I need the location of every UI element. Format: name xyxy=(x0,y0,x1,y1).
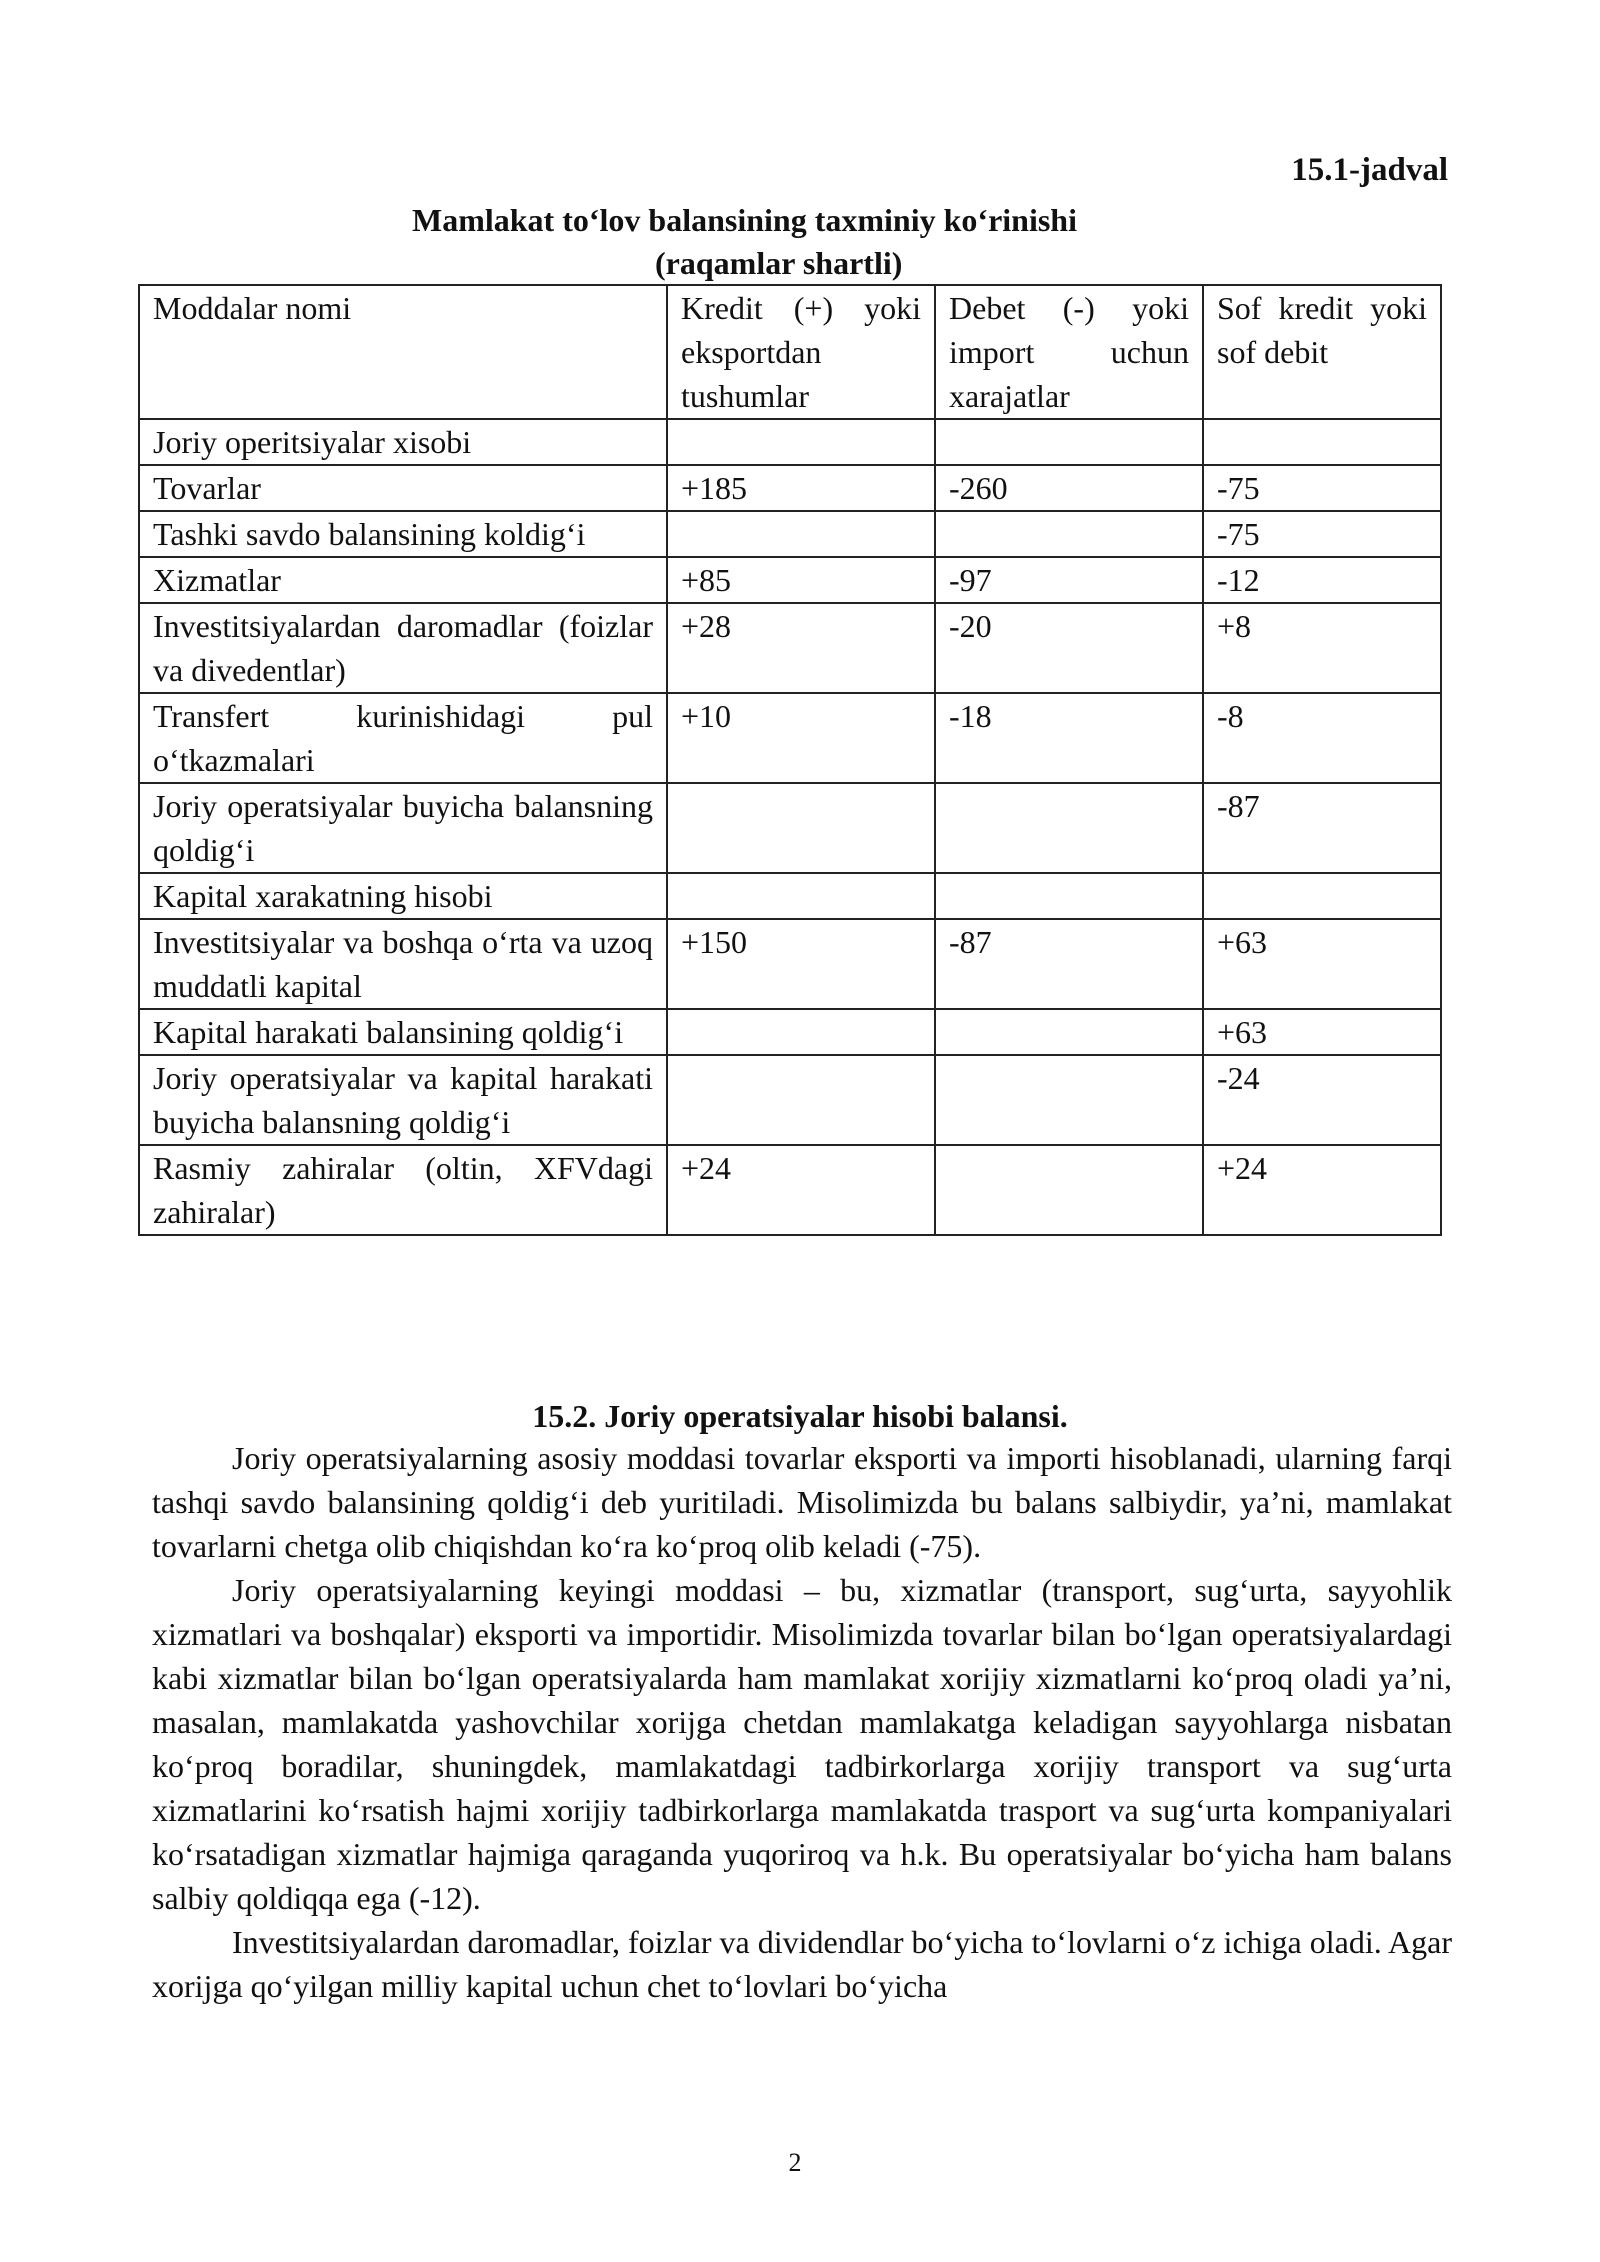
row-label-cell: Joriy operitsiyalar xisobi xyxy=(139,419,667,465)
header-cell: Kredit (+) yoki eksportdan tushumlar xyxy=(667,285,935,419)
value-cell: +85 xyxy=(667,557,935,603)
row-label-cell: Tovarlar xyxy=(139,465,667,511)
table-label: 15.1-jadval xyxy=(1291,152,1448,188)
value-cell: -24 xyxy=(1203,1055,1441,1145)
table-body xyxy=(139,419,1441,1235)
row-label-cell: Investitsiyalardan daromadlar (foizlar va divedentlar) xyxy=(139,603,667,693)
value-cell xyxy=(935,1055,1203,1145)
table-row xyxy=(139,419,1441,465)
value-cell: -75 xyxy=(1203,511,1441,557)
table-caption: Mamlakat to‘lov balansining taxminiy ko‘rinishi xyxy=(412,202,1077,238)
table-row xyxy=(139,1055,1441,1145)
value-cell: +24 xyxy=(667,1145,935,1235)
value-cell xyxy=(667,873,935,919)
value-cell: +28 xyxy=(667,603,935,693)
value-cell: +63 xyxy=(1203,919,1441,1009)
table-row xyxy=(139,693,1441,783)
value-cell: +24 xyxy=(1203,1145,1441,1235)
page-number: 2 xyxy=(788,2148,802,2177)
paragraph: Investitsiyalardan daromadlar, foizlar va dividendlar bo‘yicha to‘lovlarni o‘z ichiga oladi. Agar xorijga qo‘yilgan milliy kapital uchun chet to‘lovlari bo‘yicha xyxy=(152,1924,1452,2004)
value-cell: +150 xyxy=(667,919,935,1009)
value-cell xyxy=(667,419,935,465)
value-cell xyxy=(667,783,935,873)
header-cell: Debet (-) yoki import uchun xarajatlar xyxy=(935,285,1203,419)
value-cell: -97 xyxy=(935,557,1203,603)
table-row xyxy=(139,511,1441,557)
value-cell xyxy=(935,419,1203,465)
table-row xyxy=(139,465,1441,511)
row-label-cell: Kapital xarakatning hisobi xyxy=(139,873,667,919)
table-caption-note: (raqamlar shartli) xyxy=(655,245,903,281)
table-row xyxy=(139,1145,1441,1235)
value-cell: -18 xyxy=(935,693,1203,783)
header-cell: Sof kredit yoki sof debit xyxy=(1203,285,1441,419)
value-cell xyxy=(1203,873,1441,919)
row-label-cell: Transfert kurinishidagi pul o‘tkazmalari xyxy=(139,693,667,783)
table-row xyxy=(139,603,1441,693)
paragraph: Joriy operatsiyalarning keyingi moddasi – bu, xizmatlar (transport, sug‘urta, sayyohlik xizmatlari va boshqalar) eksporti va importidir. Misolimizda tovarlar bilan bo‘lgan operatsiyalardagi kabi xizmatlar bilan bo‘lgan operatsiyalarda ham mamlakat xorijiy xizmatlarni ko‘proq oladi ya’ni, masalan, mamlakatda yashovchilar xorijga chetdan mamlakatga keladigan sayyohlarga nisbatan ko‘proq boradilar, shuningdek, mamlakatdagi tadbirkorlarga xorijiy transport va sug‘urta xizmatlarini ko‘rsatish hajmi xorijiy tadbirkorlarga mamlakatda trasport va sug‘urta kompaniyalari ko‘rsatadigan xizmatlar hajmiga qaraganda yuqoriroq va h.k. Bu operatsiyalar bo‘yicha ham balans salbiy qoldiqqa ega (-12). xyxy=(152,1572,1452,1916)
value-cell: -87 xyxy=(1203,783,1441,873)
value-cell: -87 xyxy=(935,919,1203,1009)
paragraph: Joriy operatsiyalarning asosiy moddasi tovarlar eksporti va importi hisoblanadi, ularning farqi tashqi savdo balansining qoldig‘i deb yuritiladi. Misolimizda bu balans salbiydir, ya’ni, mamlakat tovarlarni chetga olib chiqishdan ko‘ra ko‘proq olib keladi (-75). xyxy=(152,1440,1452,1564)
row-label-cell: Kapital harakati balansining qoldig‘i xyxy=(139,1009,667,1055)
table-row xyxy=(139,919,1441,1009)
value-cell: -20 xyxy=(935,603,1203,693)
value-cell: +63 xyxy=(1203,1009,1441,1055)
table-header-row xyxy=(139,285,1441,419)
value-cell: -75 xyxy=(1203,465,1441,511)
row-label-cell: Joriy operatsiyalar va kapital harakati buyicha balansning qoldig‘i xyxy=(139,1055,667,1145)
value-cell xyxy=(667,511,935,557)
table-row xyxy=(139,783,1441,873)
value-cell xyxy=(935,873,1203,919)
table-row xyxy=(139,1009,1441,1055)
row-label-cell: Rasmiy zahiralar (oltin, XFVdagi zahiralar) xyxy=(139,1145,667,1235)
header-cell: Moddalar nomi xyxy=(139,285,667,419)
value-cell xyxy=(1203,419,1441,465)
value-cell xyxy=(935,1009,1203,1055)
value-cell xyxy=(667,1009,935,1055)
body-text xyxy=(152,1436,1452,2008)
row-label-cell: Tashki savdo balansining koldig‘i xyxy=(139,511,667,557)
value-cell: -260 xyxy=(935,465,1203,511)
value-cell xyxy=(667,1055,935,1145)
table-row xyxy=(139,873,1441,919)
value-cell: -8 xyxy=(1203,693,1441,783)
section-title: 15.2. Joriy operatsiyalar hisobi balansi. xyxy=(532,1398,1068,1434)
balance-table xyxy=(138,284,1442,1236)
value-cell xyxy=(935,511,1203,557)
row-label-cell: Xizmatlar xyxy=(139,557,667,603)
value-cell: +185 xyxy=(667,465,935,511)
row-label-cell: Joriy operatsiyalar buyicha balansning qoldig‘i xyxy=(139,783,667,873)
table-row xyxy=(139,557,1441,603)
value-cell: +8 xyxy=(1203,603,1441,693)
value-cell: -12 xyxy=(1203,557,1441,603)
value-cell: +10 xyxy=(667,693,935,783)
row-label-cell: Investitsiyalar va boshqa o‘rta va uzoq muddatli kapital xyxy=(139,919,667,1009)
value-cell xyxy=(935,1145,1203,1235)
value-cell xyxy=(935,783,1203,873)
